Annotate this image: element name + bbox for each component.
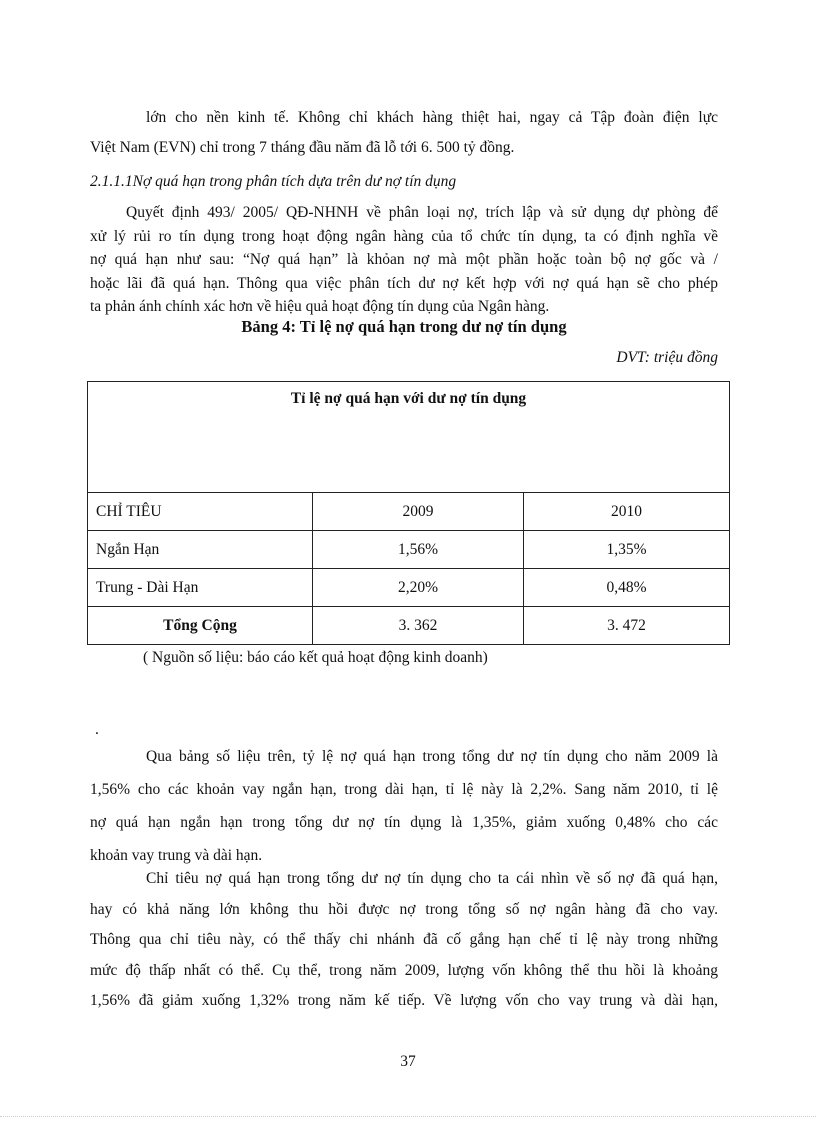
definition-line-1: Quyết định 493/ 2005/ QĐ-NHNH về phân loại nợ, trích lập và sử dụng dự phòng để [126, 204, 718, 221]
table-title-row [88, 382, 730, 493]
source-note: ( Nguồn số liệu: báo cáo kết quả hoạt động kinh doanh) [143, 649, 488, 666]
analysis2-line-1: Chỉ tiêu nợ quá hạn trong tổng dư nợ tín dụng cho ta cái nhìn về số nợ đã quá hạn, [146, 870, 718, 887]
table-row [88, 531, 730, 569]
row-label: Ngắn Hạn [88, 531, 313, 569]
row-value-2009: 1,56% [313, 531, 524, 569]
overdue-debt-table [87, 381, 730, 645]
intro-line-1: lớn cho nền kinh tế. Không chỉ khách hàng thiệt hai, ngay cả Tập đoàn điện lực [146, 109, 718, 126]
table-header-row [88, 493, 730, 531]
definition-line-2: xử lý rủi ro tín dụng trong hoạt động ngân hàng của tổ chức tín dụng, ta có định nghĩa về [90, 227, 718, 245]
table-title: Tỉ lệ nợ quá hạn với dư nợ tín dụng [88, 382, 730, 493]
definition-line-3: nợ quá hạn như sau: “Nợ quá hạn” là khỏan nợ mà một phần hoặc toàn bộ nợ gốc và / [90, 251, 718, 268]
unit-note: DVT: triệu đồng [616, 349, 718, 366]
row-value-2010: 1,35% [524, 531, 730, 569]
header-year-2009: 2009 [313, 493, 524, 531]
row-label: Trung - Dài Hạn [88, 569, 313, 607]
intro-line-2: Việt Nam (EVN) chỉ trong 7 tháng đầu năm đã lỗ tới 6. 500 tỷ đồng. [90, 139, 515, 156]
table-caption: Bảng 4: Tỉ lệ nợ quá hạn trong dư nợ tín dụng [241, 317, 567, 336]
definition-line-4: hoặc lãi đã quá hạn. Thông qua việc phân tích dư nợ kết hợp với nợ quá hạn sẽ cho phép [90, 274, 718, 292]
total-value-2009: 3. 362 [313, 607, 524, 645]
stray-dot: . [95, 721, 99, 738]
analysis2-line-2: hay có khả năng lớn không thu hồi được nợ trong tổng số nợ ngân hàng đã cho vay. [90, 900, 718, 918]
row-value-2010: 0,48% [524, 569, 730, 607]
page-number: 37 [400, 1053, 416, 1070]
total-label: Tổng Cộng [88, 607, 313, 645]
analysis1-line-1: Qua bảng số liệu trên, tỷ lệ nợ quá hạn trong tổng dư nợ tín dụng cho năm 2009 là [146, 748, 718, 765]
analysis1-line-4: khoản vay trung và dài hạn. [90, 847, 263, 864]
analysis-paragraph-2 [90, 864, 718, 1017]
analysis2-line-4: mức độ thấp nhất có thể. Cụ thể, trong năm 2009, lượng vốn không thể thu hồi là khoảng [90, 961, 718, 979]
analysis2-line-5: 1,56% đã giảm xuống 1,32% trong năm kế tiếp. Về lượng vốn cho vay trung và dài hạn, [90, 992, 718, 1009]
analysis1-line-3: nợ quá hạn ngắn hạn trong tổng dư nợ tín dụng là 1,35%, giảm xuống 0,48% cho các [90, 814, 718, 831]
analysis2-line-3: Thông qua chỉ tiêu này, có thể thấy chi nhánh đã cố gắng hạn chế tỉ lệ này trong những [90, 931, 718, 948]
total-value-2010: 3. 472 [524, 607, 730, 645]
intro-paragraph [90, 103, 718, 163]
analysis1-line-2: 1,56% cho các khoản vay ngắn hạn, trong dài hạn, tỉ lệ này là 2,2%. Sang năm 2010, tỉ lệ [90, 781, 718, 798]
page-bottom-border [0, 1116, 816, 1117]
table-total-row [88, 607, 730, 645]
section-heading: 2.1.1.1Nợ quá hạn trong phân tích dựa trên dư nợ tín dụng [90, 173, 457, 190]
analysis-paragraph-1 [90, 740, 718, 872]
row-value-2009: 2,20% [313, 569, 524, 607]
definition-line-5: ta phản ánh chính xác hơn về hiệu quả hoạt động tín dụng của Ngân hàng. [90, 298, 550, 315]
header-year-2010: 2010 [524, 493, 730, 531]
table-row [88, 569, 730, 607]
definition-paragraph [90, 201, 718, 319]
header-label: CHỈ TIÊU [88, 493, 313, 531]
